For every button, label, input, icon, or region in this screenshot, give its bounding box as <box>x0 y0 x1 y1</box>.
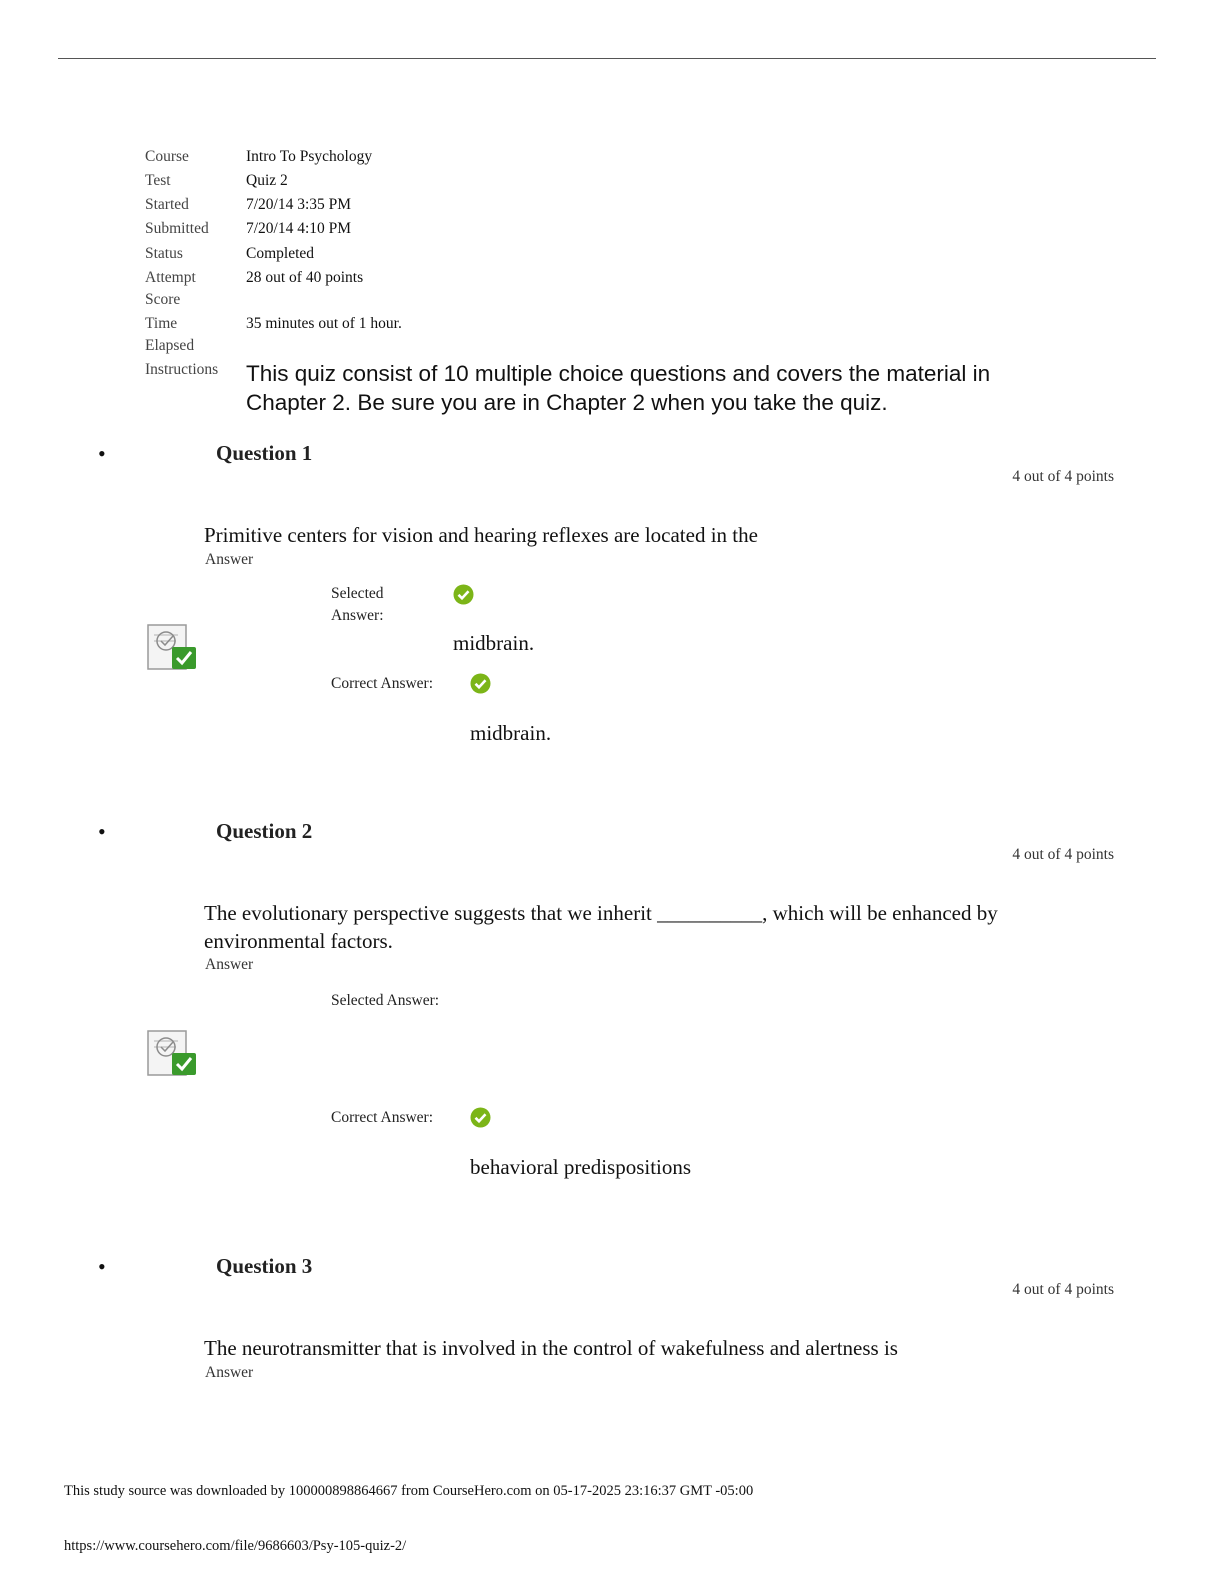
info-label: Started <box>145 196 189 213</box>
check-icon <box>470 1107 491 1128</box>
info-value: Intro To Psychology <box>246 148 373 165</box>
correct-answer-value: midbrain. <box>470 721 552 745</box>
selected-answer-label: Selected Answer: <box>331 585 384 624</box>
answer-label: Answer <box>205 551 254 568</box>
info-value: 28 out of 40 points <box>246 269 364 286</box>
instructions-text: This quiz consist of 10 multiple choice questions and covers the material in Chapter 2. Be sure you are in Chapter 2 when you take the quiz. <box>246 361 991 415</box>
info-value: Completed <box>246 245 315 262</box>
correct-answer-label: Correct Answer: <box>331 675 434 692</box>
bullet-icon: • <box>98 441 106 466</box>
info-value: Quiz 2 <box>246 172 288 189</box>
question-text: Primitive centers for vision and hearing reflexes are located in the <box>204 523 758 547</box>
download-notice: This study source was downloaded by 100000898864667 from CourseHero.com on 05-17-2025 23:16:37 GMT -05:00 <box>64 1483 754 1499</box>
bullet-icon: • <box>98 819 106 844</box>
question-points: 4 out of 4 points <box>1012 468 1114 485</box>
info-label: Attempt Score <box>145 269 196 308</box>
answer-label: Answer <box>205 956 254 973</box>
bullet-icon: • <box>98 1254 106 1279</box>
info-label: Test <box>145 172 171 189</box>
question-points: 4 out of 4 points <box>1012 846 1114 863</box>
question-title: Question 1 <box>216 441 313 465</box>
info-label: Time Elapsed <box>145 315 195 354</box>
question-text: The evolutionary perspective suggests that we inherit __________, which will be enhanced by environmental factors. <box>204 901 998 953</box>
info-value: 7/20/14 4:10 PM <box>246 220 352 237</box>
selected-answer-label: Selected Answer: <box>331 992 440 1009</box>
correct-answer-label: Correct Answer: <box>331 1109 434 1126</box>
info-label: Course <box>145 148 189 165</box>
check-icon <box>470 673 491 694</box>
graded-correct-icon <box>146 1027 198 1079</box>
top-divider <box>58 58 1156 59</box>
question-text: The neurotransmitter that is involved in the control of wakefulness and alertness is <box>204 1336 898 1360</box>
check-icon <box>453 584 474 605</box>
source-url[interactable]: https://www.coursehero.com/file/9686603/Psy-105-quiz-2/ <box>64 1538 407 1554</box>
info-value: 7/20/14 3:35 PM <box>246 196 352 213</box>
question-title: Question 3 <box>216 1254 313 1278</box>
info-label: Instructions <box>145 361 219 378</box>
info-label: Status <box>145 245 183 262</box>
selected-answer-value: midbrain. <box>453 631 535 655</box>
info-value: 35 minutes out of 1 hour. <box>246 315 402 332</box>
graded-correct-icon <box>146 621 198 673</box>
info-label: Submitted <box>145 220 209 237</box>
question-title: Question 2 <box>216 819 313 843</box>
answer-label: Answer <box>205 1364 254 1381</box>
correct-answer-value: behavioral predispositions <box>470 1155 692 1179</box>
question-points: 4 out of 4 points <box>1012 1281 1114 1298</box>
